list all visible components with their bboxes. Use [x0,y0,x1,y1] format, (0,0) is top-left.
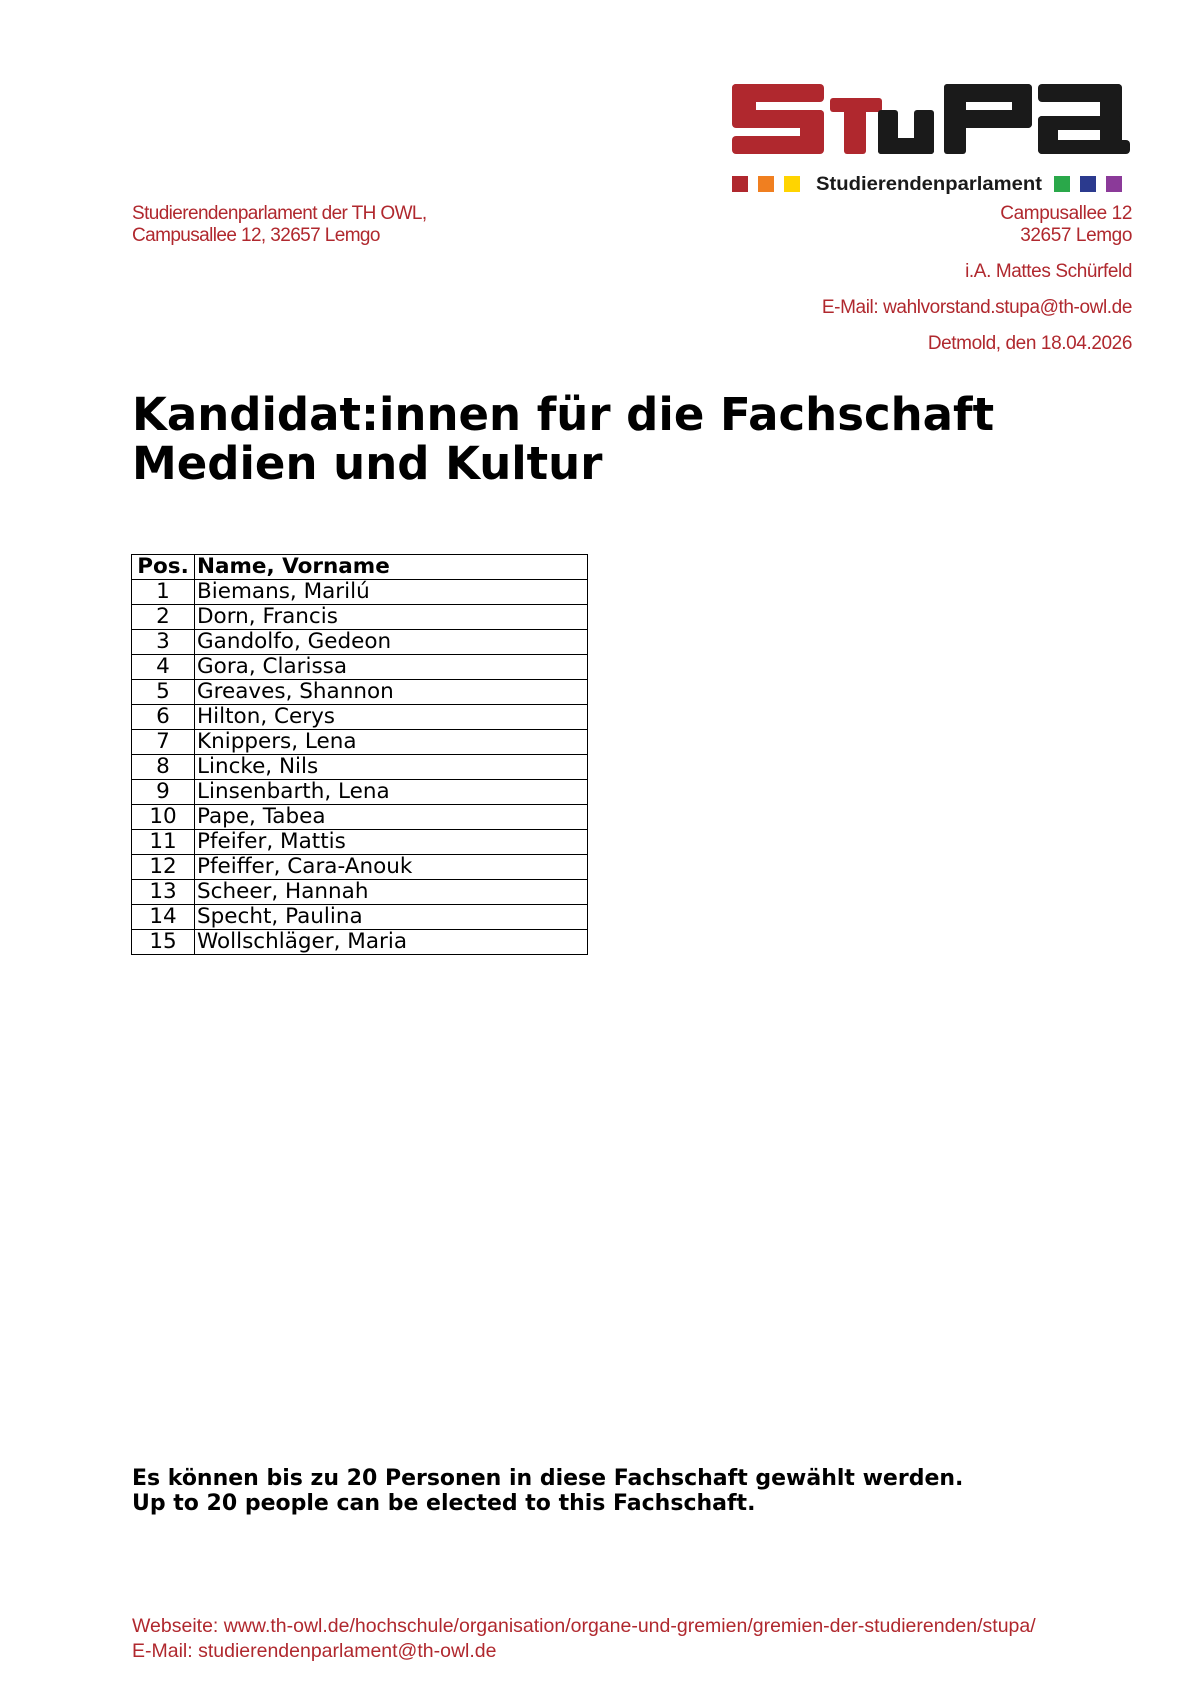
footer-email: E-Mail: studierendenparlament@th-owl.de [132,1640,497,1662]
row-name: Scheer, Hannah [195,880,588,905]
table-row [132,780,588,805]
contact-email: E-Mail: wahlvorstand.stupa@th-owl.de [821,297,1132,318]
row-position: 1 [132,580,195,605]
stupa-logo [730,80,1130,196]
row-name: Gandolfo, Gedeon [195,630,588,655]
row-position: 7 [132,730,195,755]
row-position: 9 [132,780,195,805]
row-name: Biemans, Marilú [195,580,588,605]
table-row [132,705,588,730]
row-name: Gora, Clarissa [195,655,588,680]
note-german: Es können bis zu 20 Personen in diese Fachschaft gewählt werden. [132,1466,964,1491]
row-name: Hilton, Cerys [195,705,588,730]
logo-subtitle: Studierendenparlament [816,173,1043,195]
table-row [132,830,588,855]
table-header-row [132,555,588,580]
row-position: 10 [132,805,195,830]
candidate-table [131,554,588,955]
contact-signatory: i.A. Mattes Schürfeld [965,261,1132,282]
note-english: Up to 20 people can be elected to this Fachschaft. [132,1491,756,1516]
header-name: Name, Vorname [195,555,588,580]
sender-line-1: Studierendenparlament der TH OWL, [132,203,427,224]
row-position: 2 [132,605,195,630]
table-row [132,655,588,680]
row-name: Specht, Paulina [195,905,588,930]
row-position: 14 [132,905,195,930]
row-position: 6 [132,705,195,730]
contact-date: Detmold, den 18.04.2026 [927,333,1132,354]
footer-website: Webseite: www.th-owl.de/hochschule/organisation/organe-und-gremien/gremien-der-studierenden/stupa/ [132,1615,1036,1637]
row-position: 5 [132,680,195,705]
row-position: 15 [132,930,195,955]
election-note [132,1466,963,1516]
sender-line-2: Campusallee 12, 32657 Lemgo [132,225,380,246]
row-name: Pfeiffer, Cara-Anouk [195,855,588,880]
table-row [132,880,588,905]
row-name: Lincke, Nils [195,755,588,780]
row-name: Pape, Tabea [195,805,588,830]
table-row [132,730,588,755]
contact-city: 32657 Lemgo [1020,225,1132,246]
sender-address [132,203,427,247]
row-position: 3 [132,630,195,655]
contact-street: Campusallee 12 [1000,203,1132,224]
row-position: 4 [132,655,195,680]
table-row [132,805,588,830]
table-row [132,630,588,655]
table-row [132,680,588,705]
contact-block [822,203,1132,355]
table-row [132,905,588,930]
row-name: Pfeifer, Mattis [195,830,588,855]
title-line-2: Medien und Kultur [132,437,603,490]
row-name: Dorn, Francis [195,605,588,630]
row-position: 11 [132,830,195,855]
title-line-1: Kandidat:innen für die Fachschaft [132,388,995,441]
row-position: 12 [132,855,195,880]
table-row [132,755,588,780]
header-pos: Pos. [132,555,195,580]
row-position: 13 [132,880,195,905]
table-row [132,580,588,605]
row-name: Knippers, Lena [195,730,588,755]
footer [132,1614,1036,1664]
table-row [132,930,588,955]
row-name: Greaves, Shannon [195,680,588,705]
page-title [132,390,994,488]
row-position: 8 [132,755,195,780]
table-row [132,855,588,880]
table-row [132,605,588,630]
row-name: Linsenbarth, Lena [195,780,588,805]
row-name: Wollschläger, Maria [195,930,588,955]
